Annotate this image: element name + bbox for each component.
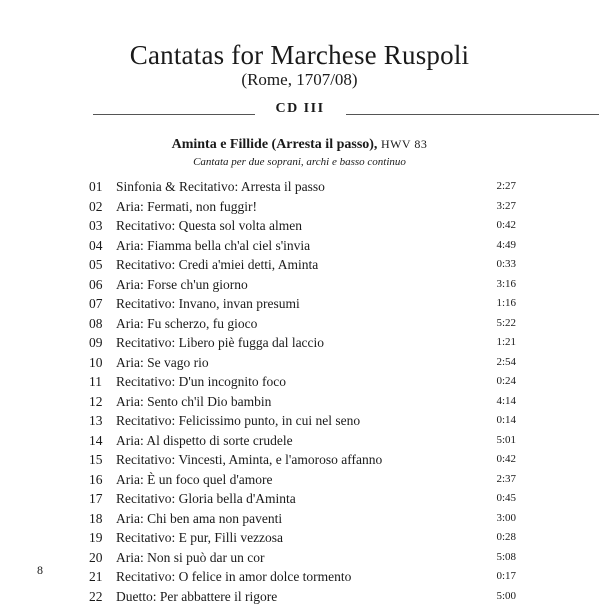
track-row [0,294,599,314]
track-title: Aria: Se vago rio [116,353,209,373]
track-duration: 0:45 [496,489,516,509]
track-number: 16 [89,470,111,490]
work-subtitle: Cantata per due soprani, archi e basso continuo [0,156,599,168]
track-duration: 4:14 [496,392,516,412]
track-duration: 4:49 [496,236,516,256]
track-duration: 2:54 [496,353,516,373]
track-row [0,392,599,412]
page-number: 8 [37,563,43,578]
track-duration: 2:37 [496,470,516,490]
divider-left [93,114,255,115]
track-row [0,489,599,509]
track-duration: 1:16 [496,294,516,314]
track-duration: 5:00 [496,587,516,606]
track-title: Recitativo: Invano, invan presumi [116,294,300,314]
track-number: 05 [89,255,111,275]
track-title: Aria: Non si può dar un cor [116,548,264,568]
track-row [0,372,599,392]
track-title: Aria: Fermati, non fuggir! [116,197,257,217]
track-title: Recitativo: D'un incognito foco [116,372,286,392]
track-number: 03 [89,216,111,236]
track-row [0,255,599,275]
cd-label: CD III [260,101,340,117]
track-title: Recitativo: Felicissimo punto, in cui nel seno [116,411,360,431]
track-row [0,411,599,431]
track-duration: 5:22 [496,314,516,334]
track-duration: 3:00 [496,509,516,529]
track-title: Recitativo: E pur, Filli vezzosa [116,528,283,548]
track-number: 14 [89,431,111,451]
track-row [0,177,599,197]
track-row [0,197,599,217]
track-duration: 0:42 [496,450,516,470]
track-duration: 0:17 [496,567,516,587]
track-title: Aria: Fu scherzo, fu gioco [116,314,257,334]
work-title-text: Aminta e Fillide (Arresta il passo), [172,137,378,152]
track-title: Recitativo: Libero piè fugga dal laccio [116,333,324,353]
track-row [0,431,599,451]
track-title: Aria: Al dispetto di sorte crudele [116,431,293,451]
track-row [0,275,599,295]
track-row [0,548,599,568]
track-number: 12 [89,392,111,412]
track-duration: 0:28 [496,528,516,548]
track-duration: 3:16 [496,275,516,295]
track-number: 22 [89,587,111,606]
track-number: 08 [89,314,111,334]
track-row [0,216,599,236]
work-catalog-number: HWV 83 [381,137,427,151]
track-number: 04 [89,236,111,256]
track-number: 07 [89,294,111,314]
track-number: 02 [89,197,111,217]
track-title: Recitativo: Vincesti, Aminta, e l'amoroso affanno [116,450,382,470]
track-number: 20 [89,548,111,568]
track-number: 06 [89,275,111,295]
track-title: Recitativo: Gloria bella d'Aminta [116,489,296,509]
track-row [0,236,599,256]
track-title: Aria: Sento ch'il Dio bambin [116,392,271,412]
track-number: 09 [89,333,111,353]
track-title: Aria: Fiamma bella ch'al ciel s'invia [116,236,310,256]
track-duration: 5:08 [496,548,516,568]
track-number: 21 [89,567,111,587]
track-duration: 0:14 [496,411,516,431]
track-row [0,567,599,587]
track-number: 11 [89,372,111,392]
track-duration: 0:24 [496,372,516,392]
track-title: Recitativo: Questa sol volta almen [116,216,302,236]
track-row [0,509,599,529]
track-number: 17 [89,489,111,509]
track-duration: 1:21 [496,333,516,353]
page-subtitle: (Rome, 1707/08) [0,70,599,90]
track-number: 13 [89,411,111,431]
track-row [0,333,599,353]
track-row [0,450,599,470]
track-row [0,528,599,548]
track-title: Duetto: Per abbattere il rigore [116,587,277,606]
track-title: Aria: Chi ben ama non paventi [116,509,282,529]
track-title: Aria: Forse ch'un giorno [116,275,248,295]
track-row [0,314,599,334]
track-row [0,353,599,373]
page-title: Cantatas for Marchese Ruspoli [0,40,599,71]
track-list [0,177,599,606]
track-title: Aria: È un foco quel d'amore [116,470,273,490]
track-number: 19 [89,528,111,548]
track-row [0,587,599,606]
track-row [0,470,599,490]
track-title: Recitativo: O felice in amor dolce tormento [116,567,351,587]
track-number: 15 [89,450,111,470]
track-number: 10 [89,353,111,373]
track-duration: 2:27 [496,177,516,197]
track-duration: 0:33 [496,255,516,275]
track-duration: 5:01 [496,431,516,451]
track-duration: 0:42 [496,216,516,236]
track-title: Recitativo: Credi a'miei detti, Aminta [116,255,318,275]
track-number: 01 [89,177,111,197]
track-number: 18 [89,509,111,529]
work-title [0,137,599,153]
divider-right [346,114,599,115]
track-duration: 3:27 [496,197,516,217]
track-title: Sinfonia & Recitativo: Arresta il passo [116,177,325,197]
